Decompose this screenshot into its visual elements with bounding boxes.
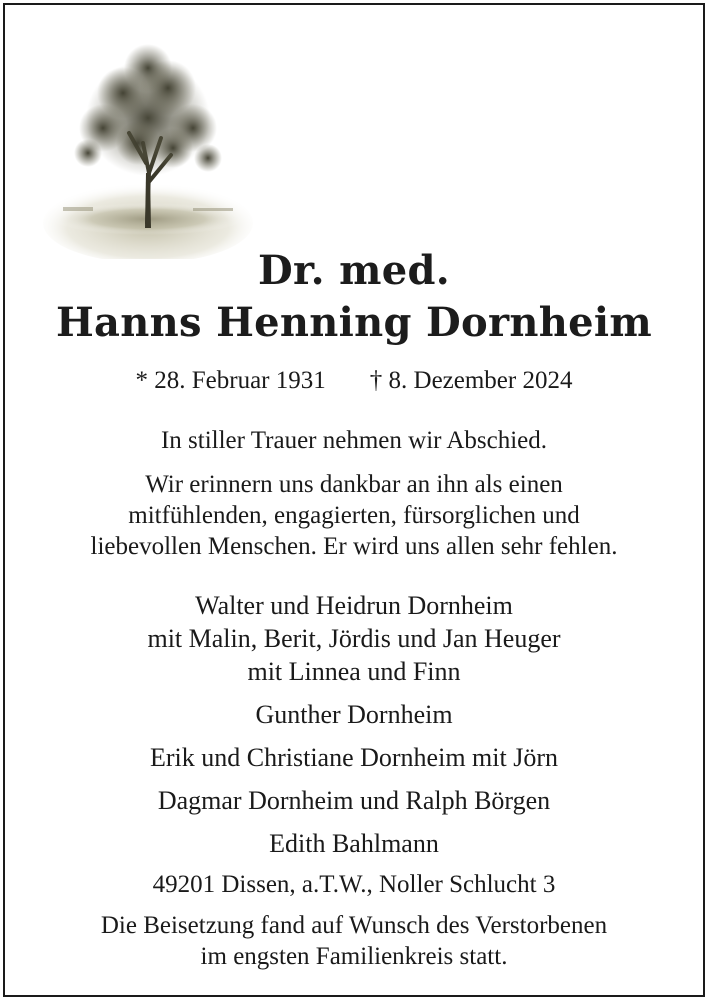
mourner-line: mit Malin, Berit, Jördis und Jan Heuger — [147, 624, 561, 653]
tribute-text — [5, 469, 703, 562]
mourner-line: Gunther Dornheim — [255, 700, 453, 729]
mourners-list — [5, 589, 703, 870]
tribute-line: Wir erinnern uns dankbar an ihn als einen — [145, 471, 563, 498]
mourner-line: Edith Bahlmann — [269, 829, 439, 858]
title-line-2: Hanns Henning Dornheim — [55, 299, 653, 346]
tree-icon — [43, 23, 253, 259]
address-line: 49201 Dissen, a.T.W., Noller Schlucht 3 — [152, 871, 556, 898]
mourner-line: mit Linnea und Finn — [247, 657, 461, 686]
obituary-card — [3, 3, 705, 997]
tribute-line: liebevollen Menschen. Er wird uns allen sehr fehlen. — [90, 533, 618, 560]
mourner-group — [5, 589, 703, 688]
tribute-line: mitfühlenden, engagierten, fürsorglichen und — [128, 502, 580, 529]
burial-note-line: im engsten Familienkreis statt. — [200, 943, 508, 970]
mourner-line: Erik und Christiane Dornheim mit Jörn — [149, 743, 558, 772]
mourner-line: Dagmar Dornheim und Ralph Börgen — [157, 786, 551, 815]
death-date: † 8. Dezember 2024 — [369, 367, 573, 394]
life-dates — [5, 367, 703, 395]
farewell-line: In stiller Trauer nehmen wir Abschied. — [160, 427, 548, 454]
birth-date: * 28. Februar 1931 — [135, 367, 326, 394]
burial-note — [5, 910, 703, 972]
burial-note-line: Die Beisetzung fand auf Wunsch des Verstorbenen — [100, 912, 608, 939]
deceased-name-heading — [5, 245, 703, 349]
mourner-line: Walter und Heidrun Dornheim — [195, 591, 513, 620]
title-line-1: Dr. med. — [257, 247, 450, 294]
